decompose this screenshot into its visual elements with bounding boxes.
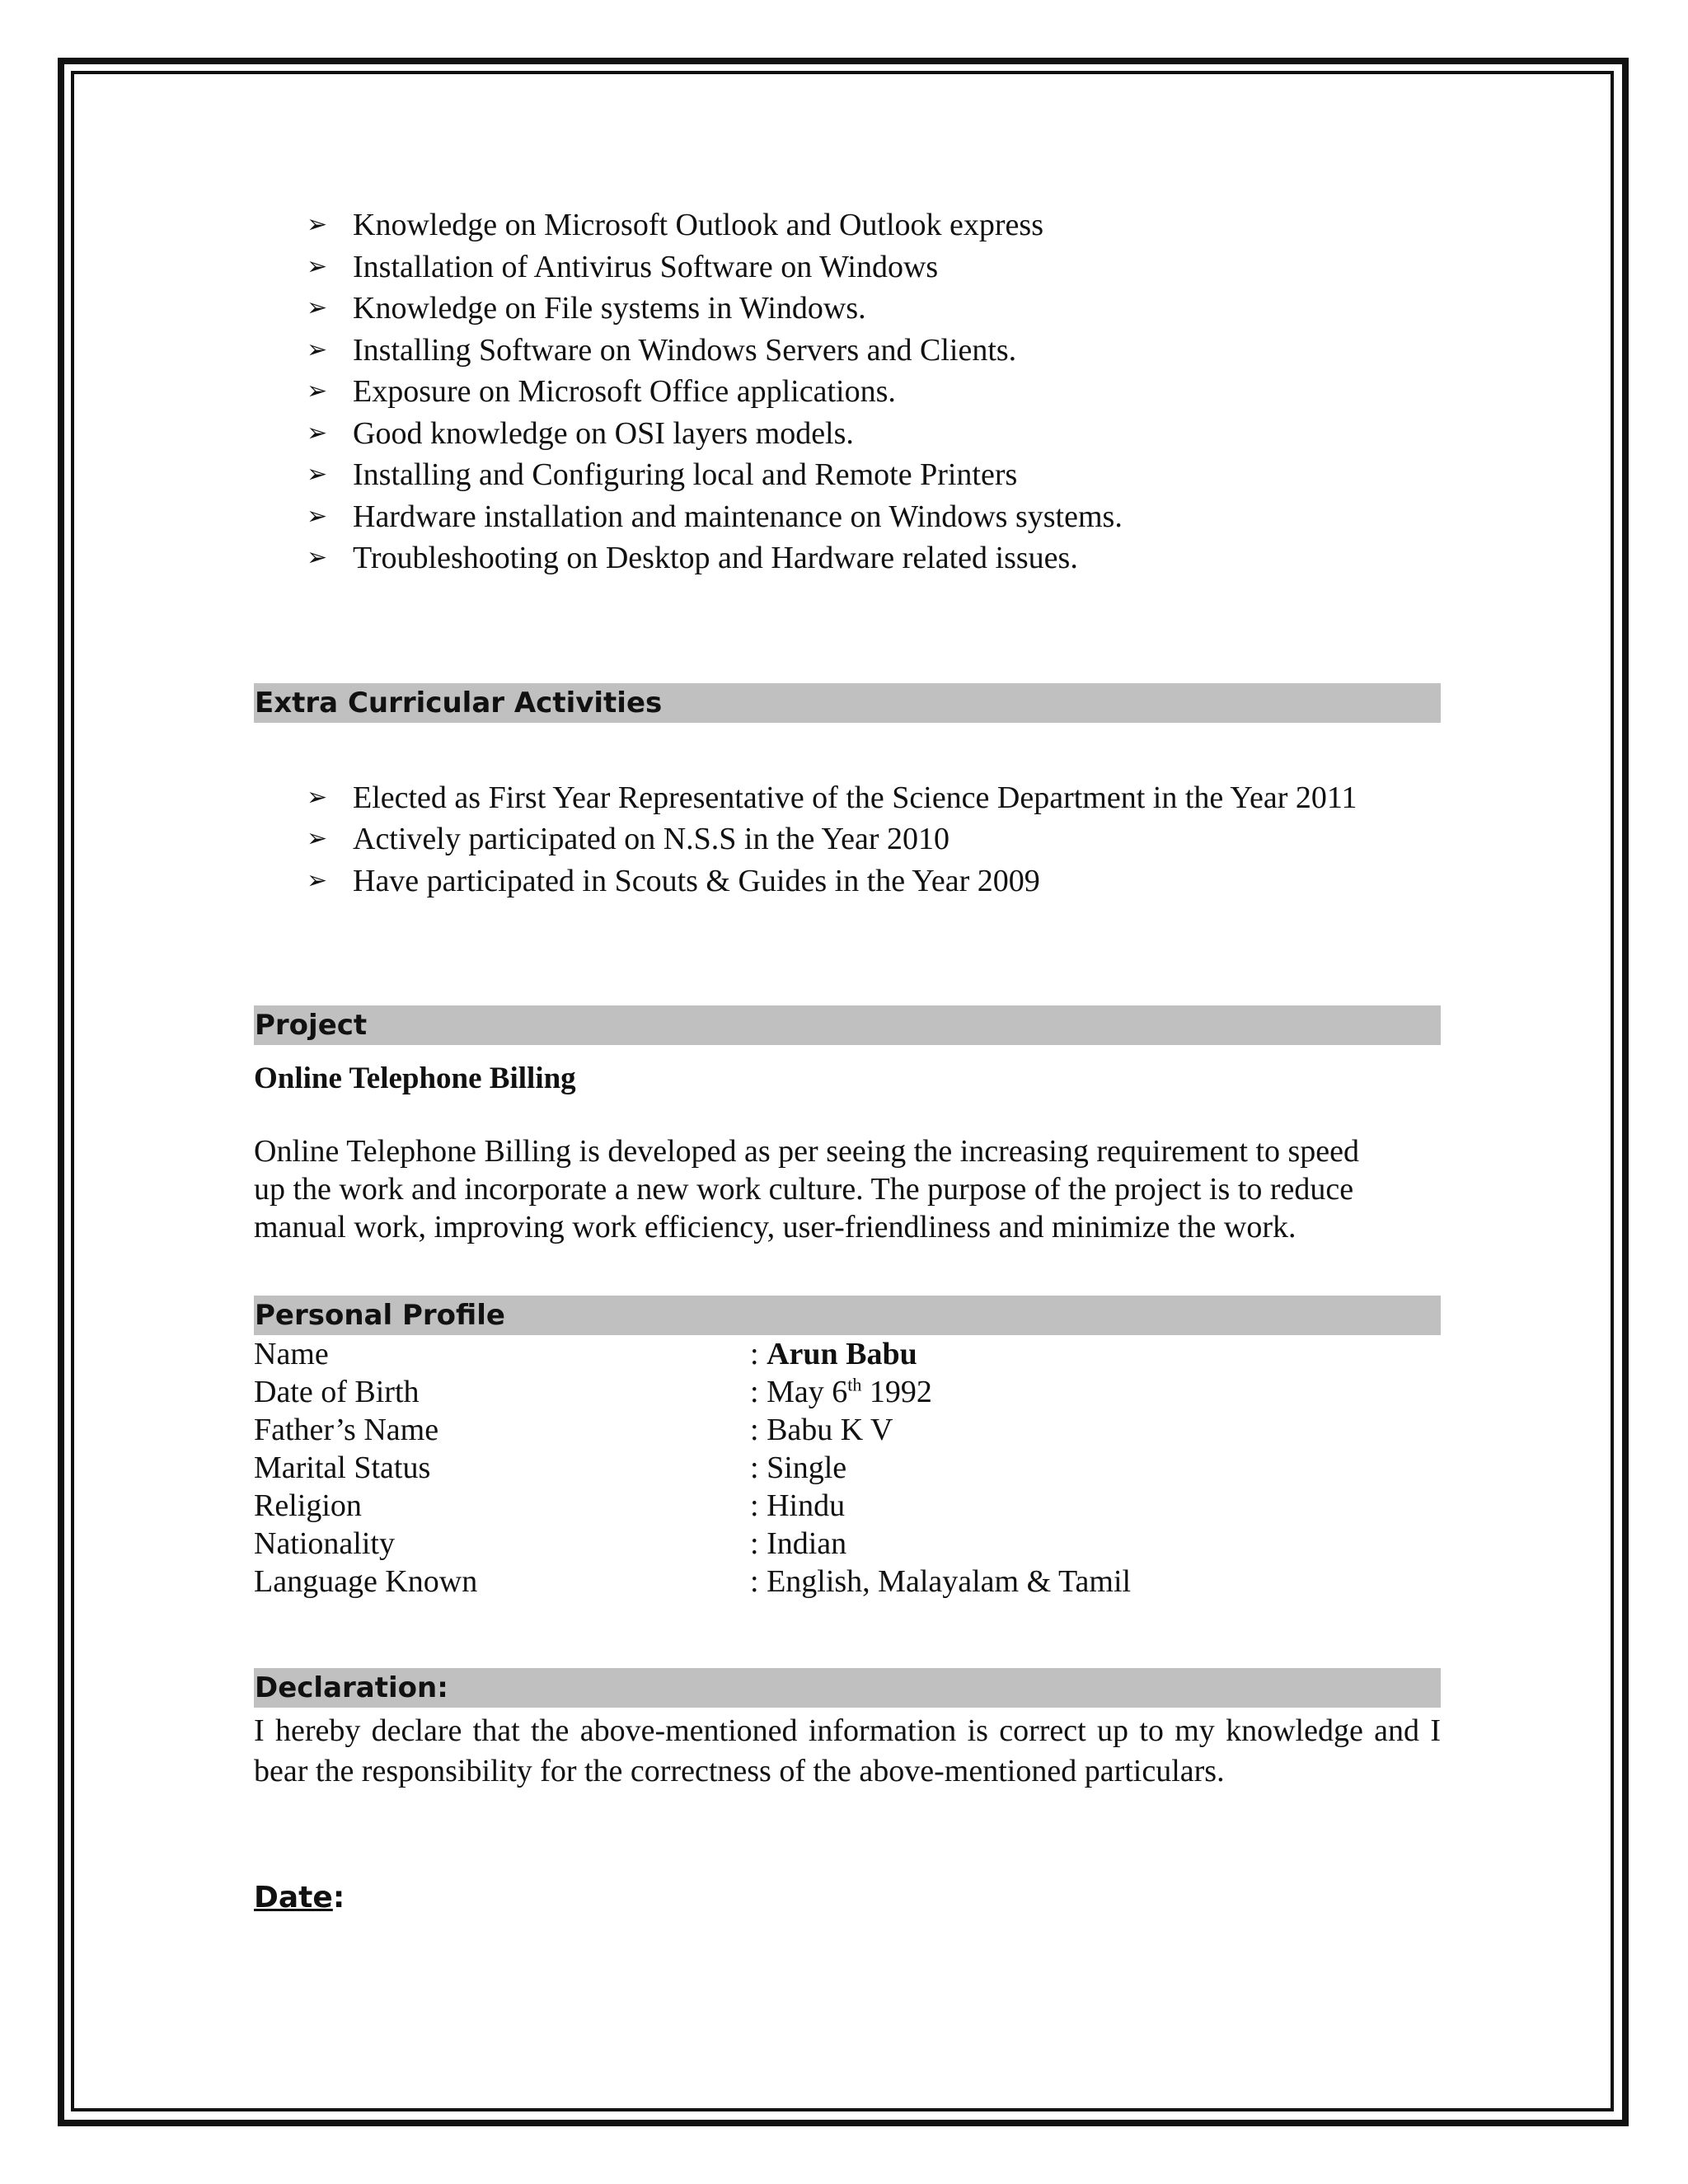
list-item: ➢ Exposure on Microsoft Office applications. xyxy=(307,371,1441,413)
list-item: ➢ Knowledge on Microsoft Outlook and Outlook express xyxy=(307,204,1441,246)
arrow-bullet-icon: ➢ xyxy=(307,460,328,489)
personal-profile-heading: Personal Profile xyxy=(254,1296,1441,1335)
project-description: Online Telephone Billing is developed as per seeing the increasing requirement to speed up the work and incorporate a new work culture. The purpose of the project is to reduce manual work, improving work efficiency, user-friendliness and minimize the work. xyxy=(254,1134,1360,1244)
skills-list xyxy=(254,204,1441,579)
list-item: ➢ Installation of Antivirus Software on Windows xyxy=(307,246,1441,288)
list-item: ➢ Knowledge on File systems in Windows. xyxy=(307,288,1441,330)
extracurricular-heading: Extra Curricular Activities xyxy=(254,683,1441,723)
declaration-text: I hereby declare that the above-mentioned information is correct up to my knowledge and I bear the responsibility for the correctness of the above-mentioned particulars. xyxy=(254,1713,1441,1788)
list-item: ➢ Hardware installation and maintenance on Windows systems. xyxy=(307,496,1441,538)
arrow-bullet-icon: ➢ xyxy=(307,782,328,812)
arrow-bullet-icon: ➢ xyxy=(307,543,328,572)
list-item: ➢ Installing and Configuring local and Remote Printers xyxy=(307,454,1441,496)
profile-row-religion: Religion : Hindu xyxy=(254,1488,846,1523)
profile-row-marital: Marital Status : Single xyxy=(254,1451,847,1485)
list-item: ➢ Elected as First Year Representative of the Science Department in the Year 2011 xyxy=(307,777,1441,819)
list-item: ➢ Troubleshooting on Desktop and Hardware related issues. xyxy=(307,537,1441,579)
extracurricular-list xyxy=(254,777,1441,902)
candidate-name: Arun Babu xyxy=(767,1337,917,1371)
arrow-bullet-icon: ➢ xyxy=(307,335,328,364)
profile-row-language: Language Known : English, Malayalam & Tamil xyxy=(254,1564,1132,1599)
arrow-bullet-icon: ➢ xyxy=(307,293,328,322)
list-item: ➢ Actively participated on N.S.S in the Year 2010 xyxy=(307,818,1441,860)
arrow-bullet-icon: ➢ xyxy=(307,210,328,239)
personal-profile-table xyxy=(254,1335,1441,1601)
profile-row-dob: Date of Birth : May 6th 1992 xyxy=(254,1374,932,1409)
arrow-bullet-icon: ➢ xyxy=(307,865,328,895)
list-item: ➢ Installing Software on Windows Servers and Clients. xyxy=(307,330,1441,372)
arrow-bullet-icon: ➢ xyxy=(307,501,328,531)
list-item: ➢ Have participated in Scouts & Guides in the Year 2009 xyxy=(307,860,1441,902)
project-heading: Project xyxy=(254,1005,1441,1045)
arrow-bullet-icon: ➢ xyxy=(307,377,328,405)
profile-row-father: Father’s Name : Babu K V xyxy=(254,1413,893,1447)
profile-row-name: Name : Arun Babu xyxy=(254,1337,917,1371)
arrow-bullet-icon: ➢ xyxy=(307,251,328,281)
project-title: Online Telephone Billing xyxy=(254,1062,576,1095)
arrow-bullet-icon: ➢ xyxy=(307,418,328,448)
declaration-heading: Declaration: xyxy=(254,1668,1441,1708)
resume-page xyxy=(254,204,1441,1917)
list-item: ➢ Good knowledge on OSI layers models. xyxy=(307,413,1441,455)
date-label: Date: xyxy=(254,1881,345,1915)
profile-row-nationality: Nationality : Indian xyxy=(254,1526,847,1561)
arrow-bullet-icon: ➢ xyxy=(307,824,328,853)
